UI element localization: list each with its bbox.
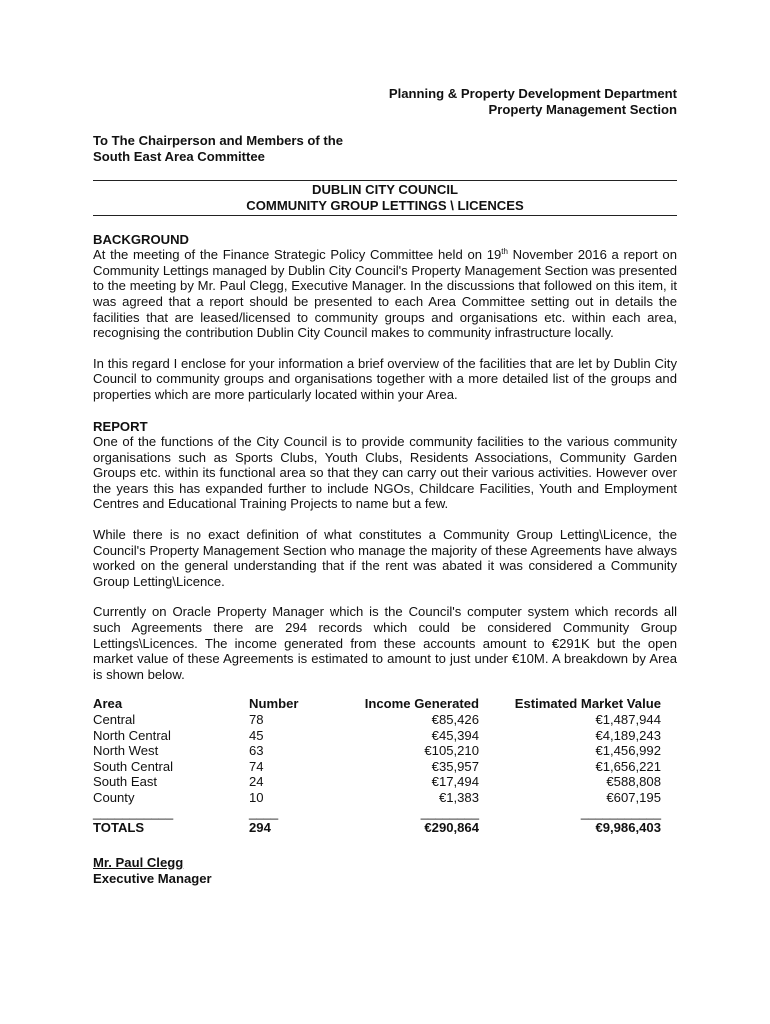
table-row [93,790,661,806]
cell-market-value: €607,195 [606,789,661,805]
totals-income: €290,864 [424,819,479,835]
cell-area: County [93,789,135,805]
section-name: Property Management Section [488,101,677,117]
background-heading: BACKGROUND [93,231,190,247]
cell-area: Central [93,712,136,727]
cell-area: South Central [93,758,174,774]
table-row [93,712,661,728]
addressee-line-2: South East Area Committee [93,148,265,164]
cell-area: South East [93,774,158,790]
cell-number: 74 [249,758,264,774]
document-title [93,180,677,215]
separator-row [93,806,661,820]
separator-area: ___________ [93,804,174,820]
table-header-row [93,696,661,712]
document-page [93,86,677,886]
header-area: Area [93,696,123,712]
background-p1-start: At the meeting of the Finance Strategic Policy Committee held on 19 [93,247,502,263]
table-row [93,759,661,775]
totals-row [93,820,661,836]
signatory-name: Mr. Paul Clegg [93,855,184,871]
totals-label: TOTALS [93,819,145,835]
cell-income: €45,394 [431,727,479,743]
cell-income: €35,957 [431,758,479,774]
department-name: Planning & Property Development Department [388,86,677,101]
cell-number: 24 [249,774,264,790]
totals-market-value: €9,986,403 [595,819,661,835]
background-p1-end: November 2016 a report on Community Lettings managed by Dublin City Council's Property Management Section was presented to the meeting by Mr. Paul Clegg, Executive Manager. In the discussions that followed on this item, it was agreed that a report should be presented to each Area Committee setting out in details the facilities that are leased/licensed to community groups and organisations etc. within each area, recognising the contribution Dublin City Council makes to community infrastructure locally. [93,247,678,341]
cell-area: North Central [93,727,171,743]
separator-number: ____ [249,804,279,820]
header-income: Income Generated [364,696,479,712]
cell-market-value: €1,656,221 [595,758,661,774]
cell-income: €17,494 [431,774,479,790]
background-paragraph-1 [93,247,677,341]
cell-market-value: €1,487,944 [595,712,661,727]
addressee [93,133,677,164]
report-paragraph-2: While there is no exact definition of what constitutes a Community Group Letting\Licence, the Council's Property Management Section who manage the majority of these Agreements have always worked on the general understanding that if the rent was abated it was considered a Community Group Letting\Licence. [93,527,677,589]
report-paragraph-3: Currently on Oracle Property Manager which is the Council's computer system which records all such Agreements there are 294 records which could be considered Community Group Lettings\Licences. The income generated from these accounts amount to €291K but the open market value of these Agreements is estimated to amount to just under €10M. A breakdown by Area is shown below. [93,604,677,682]
ordinal-suffix: th [501,247,508,257]
cell-market-value: €1,456,992 [595,743,661,759]
signatory-title: Executive Manager [93,870,212,886]
cell-market-value: €588,808 [606,774,661,790]
separator-income: ________ [420,804,479,820]
background-paragraph-2: In this regard I enclose for your information a brief overview of the facilities that are let by Dublin City Council to community groups and organisations together with a more detailed list of the groups and properties which are more particularly located within your Area. [93,355,677,402]
area-breakdown-table [93,696,661,835]
table-row [93,774,661,790]
table-row [93,743,661,759]
cell-income: €105,210 [424,743,479,759]
title-line-1: DUBLIN CITY COUNCIL [312,182,458,198]
report-heading: REPORT [93,418,148,434]
cell-number: 10 [249,789,264,805]
signature-block [93,855,677,886]
department-header [93,86,677,117]
cell-area: North West [93,743,159,759]
header-market-value: Estimated Market Value [514,696,661,712]
cell-market-value: €4,189,243 [595,727,661,743]
separator-market-value: ___________ [580,804,661,820]
addressee-line-1: To The Chairperson and Members of the [93,133,344,149]
cell-income: €1,383 [438,789,479,805]
cell-income: €85,426 [431,712,479,727]
report-paragraph-1: One of the functions of the City Council is to provide community facilities to the various community organisations such as Sports Clubs, Youth Clubs, Residents Associations, Community Garden Groups etc. within its functional area so that they can carry out their various activities. However over the years this has expanded further to include NGOs, Childcare Facilities, Youth and Employment Centres and Educational Training Projects to name but a few. [93,434,677,512]
cell-number: 45 [249,727,264,743]
cell-number: 78 [249,712,264,727]
title-line-2: COMMUNITY GROUP LETTINGS \ LICENCES [246,197,524,213]
totals-number: 294 [249,819,271,835]
table-row [93,728,661,744]
header-number: Number [249,696,299,712]
cell-number: 63 [249,743,264,759]
